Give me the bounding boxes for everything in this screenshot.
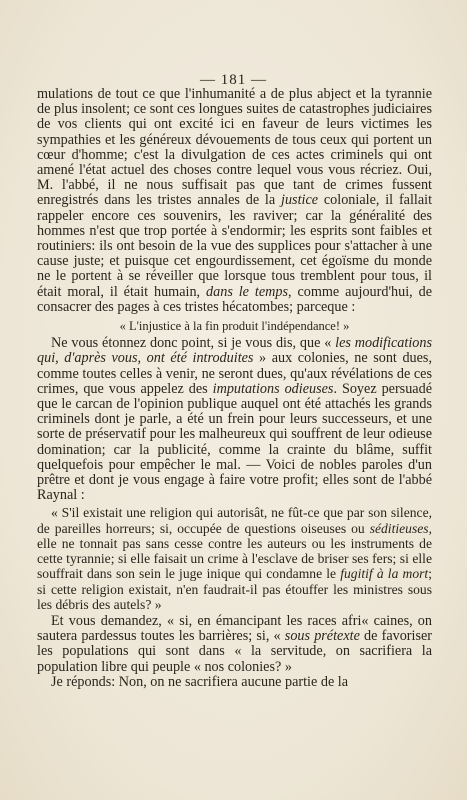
text-run: « S'il existait une religion qui autorisât, ne fût-ce que par son silence, de pareilles horreurs; si, occupée de questions oiseuses ou (37, 505, 432, 536)
paragraph (37, 614, 432, 675)
text-run: Et vous demandez, « si, en émancipant les races afri« caines, on sautera pardessus toutes les barrières; si, « (37, 612, 432, 645)
quotation (37, 505, 432, 611)
body-text (37, 87, 432, 690)
italic-text: imputations odieuses (212, 380, 334, 397)
italic-text: sous prétexte (284, 628, 360, 645)
centered-quote: « L'injustice à la fin produit l'indépendance! » (119, 319, 350, 334)
text-run: mulations de tout ce que l'inhumanité a de plus abject et la tyrannie de plus insolent; ce sont ces longues suites de catastrophes judiciaires de vos clients qui ont excité ici en faveur de leurs victimes les sympathies et les généreux dévouements de tous ceux qui portent un cœur d'homme; c'est la divulgation de ces actes criminels qui ont amené l'état actuel des choses contre lequel vous vous récriez. Oui, M. l'abbé, il ne nous suffisait pas que tant de crimes fussent enregistrés dans les tristes annales de la (37, 86, 432, 209)
text-run: . Soyez persuadé que le carcan de l'opinion publique auquel ont été attachés les grands criminels dont je parle, a été un frein pour leurs successeurs, et une sorte de préservatif pour les malheureux qui souffrent de leur odieuse domination; car la publicité, comme la crainte du blâme, suffit quelquefois pour empêcher le mal. — Voici de nobles paroles d'un prêtre et dont je vous engage à faire votre profit; elles sont de l'abbé Raynal : (37, 380, 432, 504)
text-run: coloniale, il fallait rappeler encore ces souvenirs, les raviver; car la généralité des hommes n'est que trop portée à s'endormir; les esprits sont faibles et routiniers: ils ont besoin de la vue des supplices pour s'attacher à une cause juste; et puisque cet engourdissement, cet égoïsme du monde ne le portent à se réveiller que lorsque tous tremblent pour tous, il était moral, il était humain, (37, 192, 433, 300)
italic-text: dans le temps (206, 283, 288, 300)
italic-text: séditieuses (369, 520, 429, 536)
text-run: Ne vous étonnez donc point, si je vous dis, que « (51, 335, 332, 352)
italic-text: justice (281, 192, 319, 209)
text-run: » aux colonies, ne sont dues, comme toutes celles à venir, ne seront dues, qu'aux révélations de ces crimes, que vous appelez des (37, 350, 432, 397)
text-run: ; si cette religion existait, n'en faudrait-il pas étouffer les ministres sous les débris des autels? » (37, 566, 432, 612)
text-run: , comme aujourd'hui, de consacrer des pages à ces tristes hécatombes; parceque : (37, 283, 432, 315)
paragraph (37, 87, 432, 315)
paragraph: Je réponds: Non, on ne sacrifiera aucune partie de la (51, 673, 349, 690)
italic-text: les modifications qui, d'après vous, ont été introduites (37, 335, 432, 367)
italic-text: fugitif à la mort (340, 566, 429, 582)
paragraph (37, 336, 432, 503)
text-run: de favoriser les populations qui sont dans « la servitude, on sacrifiera la population libre qui peuple « nos colonies? » (37, 628, 433, 675)
page-number: — 181 — (200, 72, 267, 88)
text-run: , elle ne tonnait pas sans cesse contre les auteurs ou les instruments de cette tyrannie; si elle faisait un crime à l'esclave de briser ses fers; si elle souffrait dans son sein le juge inique qui condamne le (37, 520, 432, 582)
